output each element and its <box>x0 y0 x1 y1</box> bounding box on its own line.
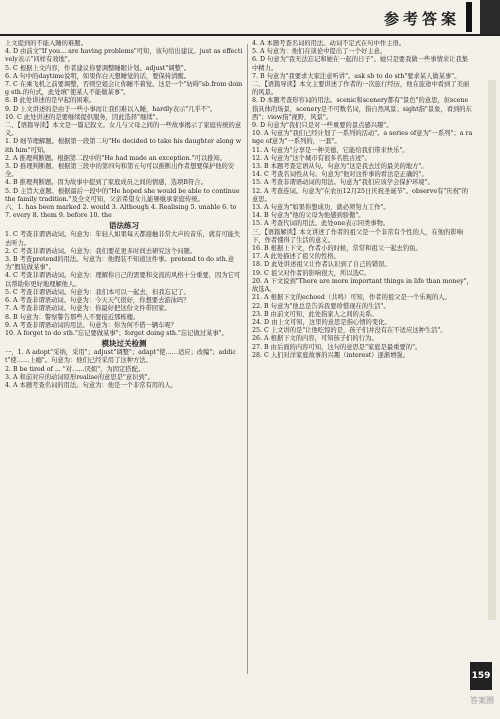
left-column-paragraph: 2. B be tired of ... "对……厌烦"，为固定搭配。 <box>5 365 145 373</box>
right-column-paragraph: 5. A 句意为：他们在谈论中提出了一个好主意。 <box>252 48 387 56</box>
left-column-paragraph: 9. D 上文讲述的是由于一些小事而让我们难以入睡，hardly表示"几乎不"。 <box>5 105 217 113</box>
left-column-paragraph: 模块过关检测 <box>101 339 147 349</box>
right-column-paragraph: 28. C 人们对洋家庭故事的兴趣（interest）逐渐增强。 <box>252 351 410 359</box>
right-column-paragraph: 三、【语篇解读】本文讲述了作者的祖父是一个非常有个性的人，在他的影响下，作者懂得了生活的意义。 <box>252 228 463 244</box>
left-column-paragraph: 3. A 和前对应的动词原形realise的意思是"意识到"。 <box>5 373 154 381</box>
right-column-paragraph: 26. A 根据下文的内容，可知孩子们的行为。 <box>252 335 378 343</box>
page-number: 159 <box>470 662 492 690</box>
left-column-paragraph: 4. A 本题考查名词的用法。句意为：他是一个非常有用的人。 <box>5 381 177 389</box>
right-column-paragraph: 23. B 由前文可知，此处指家人之间的关系。 <box>252 310 378 318</box>
left-column-paragraph: 10. C 此处讲述的是要继续提供服务，因此选择"继续"。 <box>5 113 162 121</box>
right-column-paragraph: 15. A 考查代词的用法。此处one表示同类事物。 <box>252 220 390 228</box>
right-column-paragraph: 27. B 由后面的内容可知，这句的意思是"家庭是最重要的"。 <box>252 343 422 351</box>
watermark: 答案圈 <box>470 696 494 705</box>
right-column-paragraph: 24. D 由上文可知，这里的意思是指心情的变化。 <box>252 318 391 326</box>
right-column-paragraph: 25. C 上文讲的是"让他吃惊的是，孩子们并没有在不适应这种生活"。 <box>252 327 447 335</box>
left-column-paragraph: 4. C 考查非谓语动词。句意为：理解你自己的需要和交流的风格十分重要，因为它可以帮助你更好地理解他人。 <box>5 272 241 288</box>
column-divider <box>247 44 248 674</box>
right-column-paragraph: 7. B 句意为"我要求大家注意听讲"。ask sb to do sth"要求某人做某事"。 <box>252 72 461 80</box>
right-column-paragraph: 12. A 考查连词。句意为"在农历12月25日庆祝圣诞节"。observe有"庆祝"的意思。 <box>252 187 469 203</box>
left-column-paragraph: 上文提到的不能入睡的难题。 <box>5 40 87 47</box>
right-column-paragraph: 14. B 句意为"他的父母为他感到骄傲"。 <box>252 212 365 220</box>
right-column-paragraph: 6. D 句意为"我无法忘记和她在一起的日子"。她只是要我做一些事情来让我集中精力。 <box>252 56 469 72</box>
right-column-paragraph: 22. B 句意为"他总是告诉我要珍惜现在的生活"。 <box>252 302 390 310</box>
right-column-paragraph: 8. D 本题考查形容词的用法。scenic和scenery都有"景色"的意思，但scene指具体的场景，scenery是不可数名词，指自然风景；sight指"景象，看到的东西"；view指"视野，风景"。 <box>252 97 472 121</box>
left-column-paragraph: 7. C 在乘飞机之前要调整，否则空姐会让你睡不着觉。这是一个"妨碍"sb.from doing sth.的句式，此处填"使某人不能做某事"。 <box>5 81 243 97</box>
left-column-paragraph: 6. A 句中的daytime说明，如果你白天想睡觉的话，要保持清醒。 <box>5 72 190 80</box>
header-title: 参考答案 <box>383 10 460 28</box>
left-column-paragraph: 9. A 考查非谓语动词的用法。句意为：你为何不借一辆车呢？ <box>5 321 177 329</box>
content-columns <box>0 40 500 680</box>
left-column-paragraph: 4. D 由前文"If you... are having problems"可知，该句给出建议。just as effectively表示"同样有效地"。 <box>5 48 243 64</box>
left-column-paragraph: 一、1. A adopt"采纳，采用"；adjust"调整"；adapt"使……适应；改编"；addict"使……上瘾"。句意为：他们已经采用了这种方法。 <box>5 349 237 365</box>
left-column-paragraph: 语法练习 <box>109 221 139 231</box>
left-column-paragraph: 二、【语篇导读】本文是一篇记叙文。女儿与父母之间的一些故事揭示了家庭传统的意义。 <box>5 122 242 138</box>
left-column-paragraph: 5. C 根据上文内容，作者建议你要调整睡眠计划。adjust"调整"。 <box>5 64 191 72</box>
right-column-paragraph: 11. A 句意为"分享是一种美德，它能给我们带来快乐"。 <box>252 146 409 154</box>
right-column-paragraph: 13. B 本题考查定语从句。句意为"这是我去过的最美的地方"。 <box>252 163 428 171</box>
left-column-paragraph: 3. D 推理判断题。根据第三段中的第四句和第五句可以推断出作者想要保护他的安全。 <box>5 163 235 179</box>
left-column-paragraph: 6. A 考查非谓语动词。句意为：今天天气很好，你想要去游泳吗？ <box>5 297 190 305</box>
left-column-paragraph: 1. C 考查非谓语动词。句意为：年轻人如果每天都接触非常大声的音乐，就有可能失去听力。 <box>5 231 241 247</box>
left-column-paragraph: 7. A 考查非谓语动词。句意为：你最好把这份文件带回家。 <box>5 305 171 313</box>
left-column-paragraph: 5. C 考查非谓语动词。句意为：我们本可以一起去，但我忘记了。 <box>5 288 190 296</box>
right-column-paragraph: 4. A 本题考查名词的用法。动词不定式在句中作主语。 <box>252 40 406 47</box>
right-column-paragraph: 10. A 句意为"我们已经计划了一系列的活动"。a series of意为"一系列"；a range of意为"一系列的，一套"。 <box>252 130 473 146</box>
left-column-paragraph: 1. D 细节理解题。根据第一段第二句"He decided to take his daughter along with him"可知。 <box>5 138 242 154</box>
left-column-paragraph: 8. B 句意为：警察警告那些人不要接近那栋楼。 <box>5 313 140 321</box>
right-column-paragraph: 19. C 祖父对作者的影响很大，所以选C。 <box>252 269 371 277</box>
page-header <box>0 0 500 36</box>
right-column-paragraph: 17. A 此处描述了祖父的性格。 <box>252 253 340 261</box>
right-column-paragraph: 二、【语篇导读】本文主要讲述了作者的一次旅行经历，他在旅途中看到了美丽的风景。 <box>252 81 470 97</box>
right-column-paragraph: 13. A 句意为"如果你想成功，就必须努力工作"。 <box>252 204 390 212</box>
left-column-paragraph: 六、1. has been marked 2. would 3. Although 4. Realising 5. unable 6. to 7. every 8. them 9. before 10. the <box>5 204 237 220</box>
left-column-paragraph: 4. B 推理判断题。因为故事中提到了家庭成员之间的情感，选项B符合。 <box>5 179 207 187</box>
header-stripe <box>480 0 500 34</box>
left-column-paragraph: 2. C 考查非谓语动词。句意为：我们要花更多时间去研究这个问题。 <box>5 247 197 255</box>
left-column-paragraph: 2. A 推理判断题。根据第二段中的"He had made an exception."可以推知。 <box>5 154 227 162</box>
left-column-paragraph: 10. A forget to do sth."忘记要做某事"；forget doing sth."忘记做过某事"。 <box>5 329 228 337</box>
left-column <box>5 40 243 680</box>
right-column-paragraph: 9. D 句意为"我们只是对一些重要的景点感兴趣"。 <box>252 122 393 130</box>
left-column-paragraph: 5. D 主旨大意题。根据最后一段中的"He hoped she would be able to continue the family tradition."及全文可知，父亲希望女儿能够继承家庭传统。 <box>5 187 240 203</box>
right-column <box>252 40 474 680</box>
right-column-paragraph: 20. A 下文说到"There are more important things in life than money"，故选A。 <box>252 277 473 294</box>
right-column-paragraph: 18. D 此处讲述祖父让作者认识到了自己的错误。 <box>252 261 391 269</box>
right-column-paragraph: 14. C 考查名词性从句。句意为"他对这件事的看法是正确的"。 <box>252 171 428 179</box>
right-column-paragraph: 15. A 考查非谓语动词的用法。句意为"我们应该学会保护环境"。 <box>252 179 434 187</box>
right-column-paragraph: 16. B 根据上下文，作者小的时候，常常和祖父一起去钓鱼。 <box>252 245 422 253</box>
left-column-paragraph: 3. B 考查pretend的用法。句意为：他假装不知道这件事。pretend to do sth.意为"假装做某事"。 <box>5 256 235 272</box>
right-column-paragraph: 21. A 根据下文的echoed（共鸣）可知，作者的祖父是一个乐观的人。 <box>252 294 451 302</box>
header-bar <box>466 2 472 32</box>
left-column-paragraph: 8. B 此处讲述的是早起的困难。 <box>5 97 96 105</box>
right-column-paragraph: 12. A 句意为"这个城市有很多名胜古迹"。 <box>252 154 371 162</box>
